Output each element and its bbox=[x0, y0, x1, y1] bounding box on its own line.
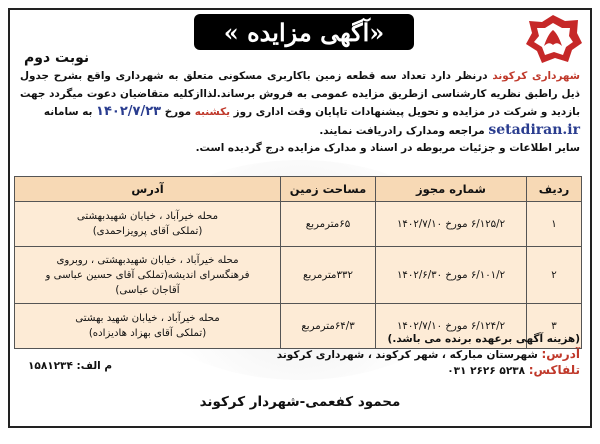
intro-text-1: درنظر دارد تعداد سه قطعه زمین باکاربری مسکونی متعلق به شهرداری واقع بشرح جدول ذیل راطبق نظریه کارشناسی ازطریق مزایده عمومی به فروش برساند.لذاازکلیه متقاضیان دعوت میگردد جهت بازدید و شرکت در مزایده و تحویل پیشنهادات تاپایان وقت اداری روز bbox=[20, 70, 580, 118]
setadiran-link[interactable]: setadiran.ir bbox=[488, 121, 580, 138]
address-line: محله خیرآباد ، خیابان شهیدبهشتی ، روبروی bbox=[56, 254, 239, 266]
address-line: (تملکی آقای بهزاد هادیزاده) bbox=[88, 328, 207, 339]
cell-masahat: ۶۵مترمربع bbox=[281, 202, 376, 247]
cell-masahat: ۶۴/۳مترمربع bbox=[281, 304, 376, 349]
table-header-row bbox=[15, 177, 582, 202]
header-mojavez: شماره مجوز bbox=[376, 177, 527, 202]
header-radif: ردیف bbox=[527, 177, 582, 202]
cell-radif: ۱ bbox=[527, 202, 582, 247]
cell-radif: ۳ bbox=[527, 304, 582, 349]
signature: محمود کفعمی-شهردار کرکوند bbox=[199, 394, 401, 410]
intro-text-3: مراجعه ومدارک رادریافت نمایند. bbox=[319, 124, 489, 137]
intro-text-2: به سامانه bbox=[43, 106, 97, 118]
cost-note: (هزینه آگهی برعهده برنده می باشد.) bbox=[387, 333, 580, 345]
auction-table bbox=[14, 176, 582, 349]
cell-address bbox=[15, 247, 281, 304]
deadline-date: ۱۴۰۲/۷/۲۳ bbox=[96, 104, 162, 119]
address-line: فرهنگسرای اندیشه(تملکی آقای حسین عباسی و bbox=[45, 269, 250, 281]
intro-text-4: سایر اطلاعات و جزئیات مربوطه در اسناد و مدارک مزایده درج گردیده است. bbox=[195, 142, 580, 154]
cell-mojavez: ۶/۱۲۵/۲ مورخ ۱۴۰۲/۷/۱۰ bbox=[376, 202, 527, 247]
municipality-emblem-icon bbox=[522, 12, 584, 66]
cell-address bbox=[15, 202, 281, 247]
address-label: آدرس: bbox=[541, 347, 580, 361]
reference-number: م الف: ۱۵۸۱۲۳۴ bbox=[28, 360, 113, 372]
table-row bbox=[15, 247, 582, 304]
cell-mojavez: ۶/۱۰۱/۲ مورخ ۱۴۰۲/۶/۳۰ bbox=[376, 247, 527, 304]
cell-masahat: ۳۳۲مترمربع bbox=[281, 247, 376, 304]
address-line: آقاجان عباسی) bbox=[115, 284, 180, 296]
address-value: شهرستان مبارکه ، شهر کرکوند ، شهرداری کرکوند bbox=[276, 349, 542, 361]
deadline-day: یکشنبه bbox=[194, 106, 231, 118]
header-address: آدرس bbox=[15, 177, 281, 202]
cell-mojavez: ۶/۱۲۴/۲ مورخ ۱۴۰۲/۷/۱۰ bbox=[376, 304, 527, 349]
header-masahat: مساحت زمین bbox=[281, 177, 376, 202]
cell-radif: ۲ bbox=[527, 247, 582, 304]
phone-value: ۵۲۳۸ ۲۶۲۶ ۰۳۱ bbox=[447, 365, 529, 377]
deadline-prefix: مورخ bbox=[161, 106, 195, 118]
address-line: محله خیرآباد ، خیابان شهیدبهشتی bbox=[76, 211, 219, 222]
municipality-name: شهرداری کرکوند bbox=[492, 70, 580, 82]
table-row bbox=[15, 202, 582, 247]
phone-label: تلفاکس: bbox=[528, 363, 580, 377]
notice-page bbox=[8, 8, 592, 428]
notice-round: نوبت دوم bbox=[24, 50, 90, 66]
address-line: محله خیرآباد ، خیابان شهید بهشتی bbox=[75, 313, 220, 324]
notice-body bbox=[20, 68, 580, 158]
address-line: (تملکی آقای پرویزاحمدی) bbox=[92, 226, 203, 237]
notice-title: «آگهی مزایده » bbox=[194, 14, 414, 50]
